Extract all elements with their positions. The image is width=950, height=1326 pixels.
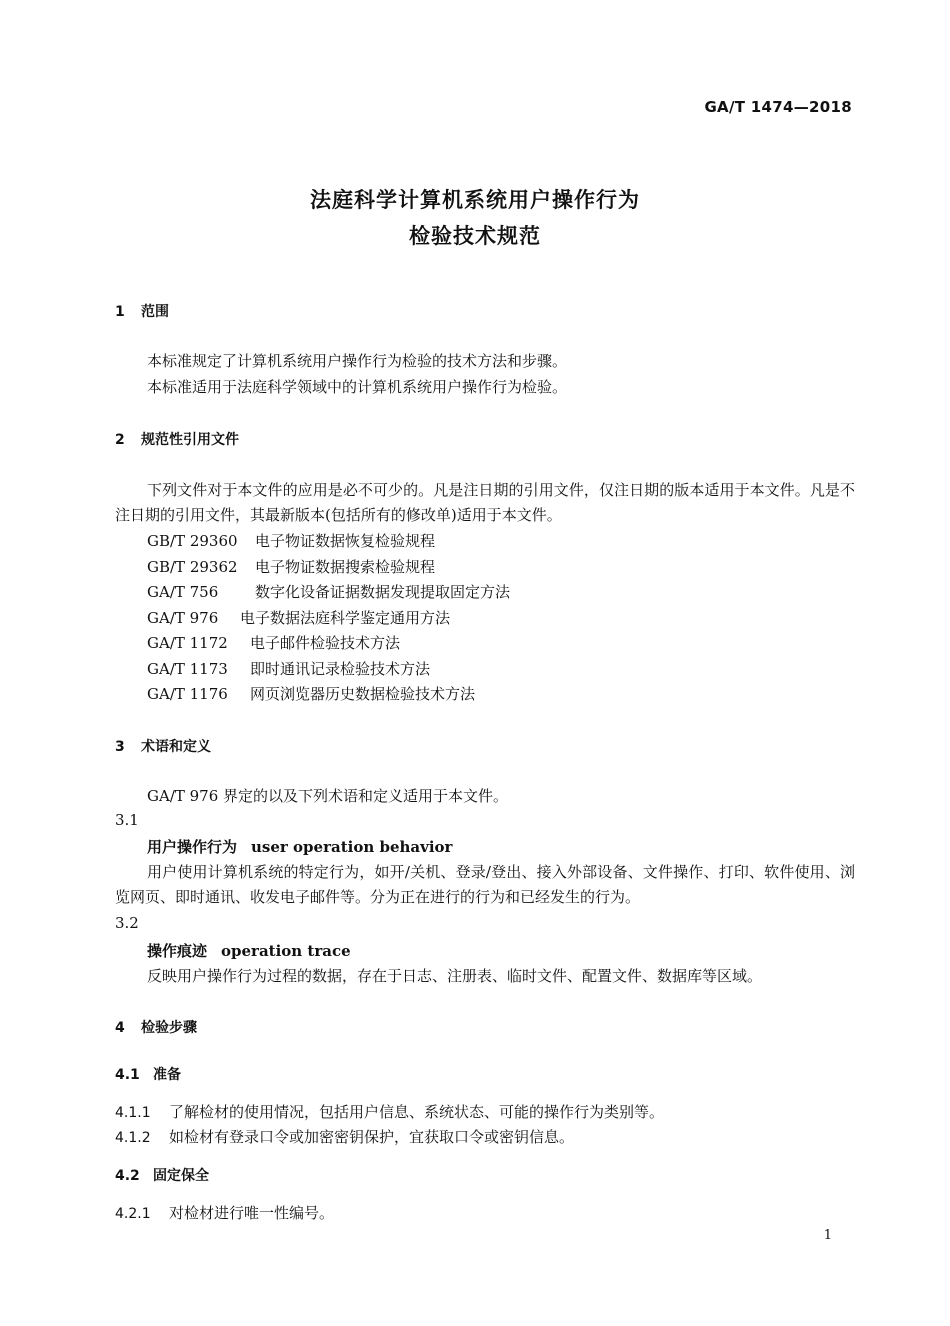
- reference-title: 电子数据法庭科学鉴定通用方法: [240, 609, 451, 627]
- term-definition: 反映用户操作行为过程的数据，存在于日志、注册表、临时文件、配置文件、数据库等区域。: [147, 967, 763, 985]
- section-title: 检验步骤: [141, 1020, 197, 1036]
- reference-code: GB/T 29360: [147, 532, 238, 550]
- term-english: operation trace: [221, 942, 351, 960]
- reference-code: GA/T 756: [147, 583, 219, 601]
- section-number: 4: [115, 1020, 125, 1036]
- subsection-4-2-heading: [115, 1165, 209, 1185]
- reference-item: [147, 658, 430, 679]
- subsection-number: 4.1: [115, 1067, 140, 1083]
- reference-code: GA/T 1176: [147, 685, 228, 703]
- subsection-title: 固定保全: [153, 1168, 209, 1184]
- clause-item: [115, 1202, 334, 1223]
- term-number: 3.2: [115, 914, 139, 932]
- section-number: 2: [115, 432, 125, 448]
- subsection-number: 4.2: [115, 1168, 140, 1184]
- reference-item: [147, 632, 400, 653]
- clause-text: 如检材有登录口令或加密密钥保护，宜获取口令或密钥信息。: [169, 1128, 575, 1146]
- section-1-paragraph-2: 本标准适用于法庭科学领域中的计算机系统用户操作行为检验。: [147, 378, 568, 396]
- term-definition: 用户使用计算机系统的特定行为，如开/关机、登录/登出、接入外部设备、文件操作、打印、软件使用、浏览网页、即时通讯、收发电子邮件等。分为正在进行的行为和已经发生的行为。: [115, 863, 855, 906]
- reference-code: GB/T 29362: [147, 558, 238, 576]
- section-title: 术语和定义: [141, 739, 211, 755]
- reference-item: [147, 530, 435, 551]
- section-number: 1: [115, 304, 125, 320]
- reference-code: GA/T 976: [147, 609, 219, 627]
- section-1-heading: [115, 301, 169, 321]
- clause-number: 4.1.1: [115, 1105, 151, 1121]
- page-number: 1: [823, 1228, 832, 1243]
- subsection-4-1-heading: [115, 1064, 181, 1084]
- section-3-intro: GA/T 976 界定的以及下列术语和定义适用于本文件。: [147, 787, 509, 805]
- standard-code: GA/T 1474—2018: [704, 98, 852, 116]
- reference-title: 即时通讯记录检验技术方法: [250, 660, 431, 678]
- term-heading: [147, 836, 452, 857]
- section-2-intro: 下列文件对于本文件的应用是必不可少的。凡是注日期的引用文件，仅注日期的版本适用于本文件。凡是不注日期的引用文件，其最新版本(包括所有的修改单)适用于本文件。: [115, 481, 855, 524]
- section-3-heading: [115, 736, 211, 756]
- subsection-title: 准备: [153, 1067, 181, 1083]
- reference-title: 网页浏览器历史数据检验技术方法: [250, 685, 476, 703]
- term-number: 3.1: [115, 811, 139, 829]
- reference-title: 电子物证数据恢复检验规程: [255, 532, 436, 550]
- clause-number: 4.1.2: [115, 1130, 151, 1146]
- reference-title: 电子邮件检验技术方法: [250, 634, 401, 652]
- reference-title: 电子物证数据搜索检验规程: [255, 558, 436, 576]
- term-chinese: 操作痕迹: [147, 942, 208, 960]
- reference-code: GA/T 1172: [147, 634, 228, 652]
- reference-item: [147, 683, 475, 704]
- term-english: user operation behavior: [251, 838, 453, 856]
- reference-item: [147, 607, 450, 628]
- clause-number: 4.2.1: [115, 1206, 151, 1222]
- reference-item: [147, 581, 510, 602]
- section-title: 规范性引用文件: [141, 432, 239, 448]
- clause-item: [115, 1126, 574, 1147]
- reference-title: 数字化设备证据数据发现提取固定方法: [255, 583, 511, 601]
- clause-text: 对检材进行唯一性编号。: [169, 1204, 335, 1222]
- section-4-heading: [115, 1017, 197, 1037]
- reference-item: [147, 556, 435, 577]
- document-title-line1: 法庭科学计算机系统用户操作行为: [310, 188, 640, 212]
- reference-code: GA/T 1173: [147, 660, 228, 678]
- clause-item: [115, 1101, 664, 1122]
- section-1-paragraph-1: 本标准规定了计算机系统用户操作行为检验的技术方法和步骤。: [147, 352, 568, 370]
- term-chinese: 用户操作行为: [147, 838, 238, 856]
- section-title: 范围: [141, 304, 169, 320]
- section-2-heading: [115, 429, 239, 449]
- section-number: 3: [115, 739, 125, 755]
- document-title-line2: 检验技术规范: [409, 224, 541, 248]
- term-heading: [147, 940, 351, 961]
- clause-text: 了解检材的使用情况，包括用户信息、系统状态、可能的操作行为类别等。: [169, 1103, 665, 1121]
